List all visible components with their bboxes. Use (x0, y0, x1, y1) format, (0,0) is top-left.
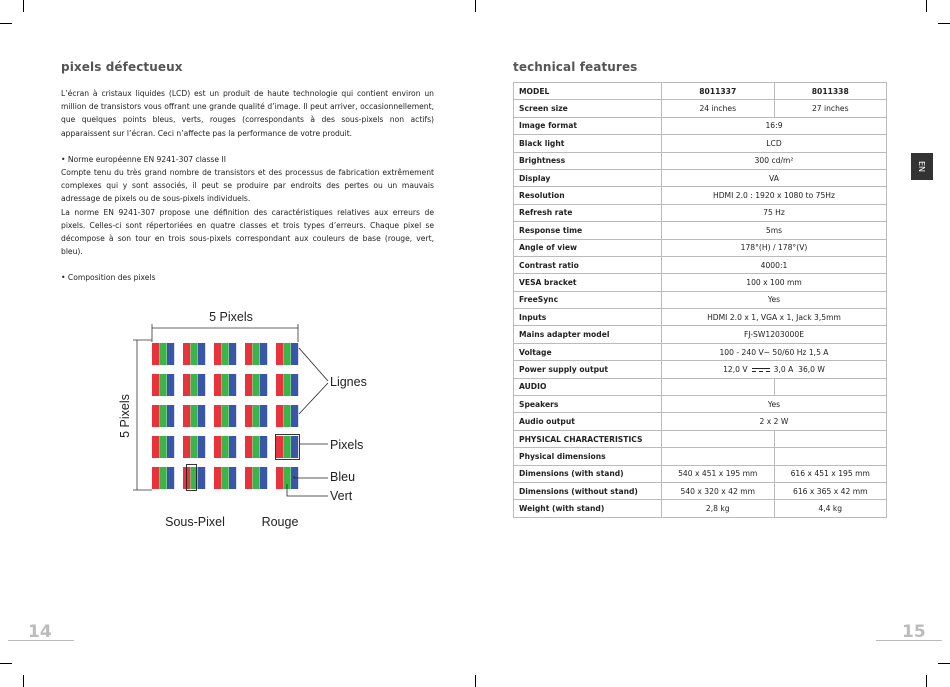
sub-pixel-green (222, 405, 229, 427)
spec-row (514, 274, 887, 291)
sub-pixel-red (183, 436, 190, 458)
sub-pixel-green (284, 374, 291, 396)
spec-row (514, 326, 887, 343)
sub-pixel-red (183, 343, 190, 365)
spec-value-model-2: 8011338 (774, 83, 887, 100)
sub-pixel-green (160, 436, 167, 458)
sub-pixel-blue (198, 405, 205, 427)
label-vert: Vert (330, 489, 353, 503)
pixel (183, 374, 205, 396)
sub-pixel-red (152, 405, 159, 427)
sub-pixel-blue (167, 343, 174, 365)
sub-pixel-red (276, 343, 283, 365)
spec-value: FJ-SW1203000E (662, 326, 887, 343)
spec-value: 178°(H) / 178°(V) (662, 239, 887, 256)
spec-label: Display (514, 169, 662, 186)
pixel (152, 436, 174, 458)
pixel (183, 436, 205, 458)
crop-mark (23, 0, 24, 12)
sub-pixel-blue (167, 405, 174, 427)
sub-pixel-blue (260, 436, 267, 458)
spec-label: Mains adapter model (514, 326, 662, 343)
spec-row (514, 448, 887, 465)
spec-row (514, 413, 887, 430)
sub-pixel-green (284, 436, 291, 458)
sub-pixel-red (214, 343, 221, 365)
crop-mark (0, 663, 12, 664)
pixel (183, 343, 205, 365)
sub-pixel-green (222, 343, 229, 365)
pixel (276, 374, 298, 396)
sub-pixel-blue (229, 374, 236, 396)
sub-pixel-blue (260, 405, 267, 427)
spec-label: Brightness (514, 152, 662, 169)
spec-label: Black light (514, 135, 662, 152)
sub-pixel-blue (260, 343, 267, 365)
language-tab-label: EN (917, 160, 927, 173)
spec-value-col-1 (662, 448, 775, 465)
spec-label: Physical dimensions (514, 448, 662, 465)
left-page-heading: pixels défectueux (61, 60, 183, 74)
sub-pixel-red (245, 343, 252, 365)
sub-pixel-green (191, 374, 198, 396)
sub-pixel-green (222, 467, 229, 489)
spec-label: Inputs (514, 309, 662, 326)
sub-pixel-red (152, 436, 159, 458)
spec-label: Contrast ratio (514, 256, 662, 273)
sub-pixel-blue (291, 405, 298, 427)
pixel (276, 436, 298, 458)
spec-value (662, 361, 887, 378)
spec-value-part: 12,0 V (723, 364, 748, 374)
side-dimension-label: 5 Pixels (118, 394, 132, 438)
spec-value-col-1: 2,8 kg (662, 500, 775, 517)
spec-row (514, 256, 887, 273)
label-rouge: Rouge (261, 515, 299, 529)
spec-value: 5ms (662, 222, 887, 239)
spec-label: Dimensions (with stand) (514, 465, 662, 482)
sub-pixel-red (214, 436, 221, 458)
sub-pixel-red (276, 405, 283, 427)
sub-pixel-red (276, 374, 283, 396)
pixel (214, 374, 236, 396)
left-page-number: 14 (28, 622, 52, 642)
spec-row (514, 83, 887, 100)
right-page-number: 15 (902, 622, 926, 642)
pixel (276, 405, 298, 427)
sub-pixel-green (191, 436, 198, 458)
sub-pixel-green (222, 374, 229, 396)
spec-value-col-2: 4,4 kg (774, 500, 887, 517)
paragraph-norm-definition: La norme EN 9241-307 propose une définition des caractéristiques relatives aux erreurs de pixels. Celles-ci sont répertoriées en quatre classes et trois types d’erreurs. Chaque pixel se décompose à son tour en trois sous-pixels correspondant aux couleurs de base (rouge, vert, bleu). (61, 207, 434, 257)
sub-pixel-blue (260, 374, 267, 396)
spec-label: Refresh rate (514, 204, 662, 221)
spec-label: FreeSync (514, 291, 662, 308)
spec-label: AUDIO (514, 378, 662, 395)
pixel (214, 467, 236, 489)
spec-label: Speakers (514, 396, 662, 413)
spec-row (514, 152, 887, 169)
sub-pixel-blue (167, 467, 174, 489)
spec-label: Image format (514, 117, 662, 134)
spec-row (514, 291, 887, 308)
sub-pixel-red (245, 467, 252, 489)
spec-value: 300 cd/m² (662, 152, 887, 169)
specs-table (513, 82, 887, 518)
spec-value-col-1: 540 x 451 x 195 mm (662, 465, 775, 482)
right-page-heading: technical features (513, 60, 638, 74)
spec-value: VA (662, 169, 887, 186)
sub-pixel-green (160, 374, 167, 396)
spec-row (514, 309, 887, 326)
spec-value: 100 x 100 mm (662, 274, 887, 291)
pixel (214, 405, 236, 427)
sub-pixel-blue (291, 436, 298, 458)
spec-label: PHYSICAL CHARACTERISTICS (514, 430, 662, 447)
crop-mark (475, 0, 476, 12)
top-dimension-label: 5 Pixels (209, 310, 253, 324)
sub-pixel-green (160, 405, 167, 427)
pixel (276, 343, 298, 365)
pixel (245, 405, 267, 427)
lignes-leader-bottom (299, 383, 328, 414)
sub-pixel-red (152, 467, 159, 489)
spec-label: Power supply output (514, 361, 662, 378)
spec-value: LCD (662, 135, 887, 152)
crop-mark (926, 675, 927, 687)
label-pixels: Pixels (330, 438, 364, 452)
sub-pixel-green (284, 405, 291, 427)
spec-value: 100 - 240 V~ 50/60 Hz 1,5 A (662, 343, 887, 360)
pixel (245, 467, 267, 489)
pixel-grid (152, 343, 298, 489)
sub-pixel-blue (198, 374, 205, 396)
spec-value-col-1: 540 x 320 x 42 mm (662, 482, 775, 499)
sub-pixel-green (253, 436, 260, 458)
spec-value-col-1 (662, 430, 775, 447)
spec-value-col-2 (774, 378, 887, 395)
crop-mark (938, 663, 950, 664)
pixel (183, 405, 205, 427)
pixel (152, 467, 174, 489)
spec-label: Resolution (514, 187, 662, 204)
sub-pixel-red (214, 374, 221, 396)
spec-label: Weight (with stand) (514, 500, 662, 517)
sub-pixel-red (276, 467, 283, 489)
paragraph-composition-title: • Composition des pixels (61, 273, 156, 283)
sub-pixel-blue (229, 405, 236, 427)
crop-mark (938, 23, 950, 24)
crop-mark (926, 0, 927, 12)
spec-value-col-2: 616 x 365 x 42 mm (774, 482, 887, 499)
sub-pixel-green (160, 343, 167, 365)
pixel (245, 343, 267, 365)
sub-pixel-blue (167, 436, 174, 458)
spec-value-col-2: 616 x 451 x 195 mm (774, 465, 887, 482)
spec-label: Dimensions (without stand) (514, 482, 662, 499)
spec-row (514, 465, 887, 482)
spec-row (514, 361, 887, 378)
sub-pixel-green (222, 436, 229, 458)
spec-value: Yes (662, 396, 887, 413)
spec-value-col-2 (774, 448, 887, 465)
spec-label: Audio output (514, 413, 662, 430)
sub-pixel-blue (167, 374, 174, 396)
sub-pixel-green (253, 405, 260, 427)
paragraph-norm-body: Compte tenu du très grand nombre de transistors et des processus de fabrication extrêmement complexes qui y sont associés, il peut se produire par endroits des pertes ou un mauvais adressage de pixels ou de sous-pixels individuels. (61, 168, 434, 204)
spec-row (514, 117, 887, 134)
spec-value-col-1 (662, 378, 775, 395)
pixel (152, 374, 174, 396)
pixel (245, 374, 267, 396)
sub-pixel-red (214, 467, 221, 489)
spec-value-model-1: 8011337 (662, 83, 775, 100)
lignes-leader-top (299, 348, 328, 381)
pixel (152, 343, 174, 365)
spec-value-part: 3,0 A 36,0 W (773, 364, 825, 374)
pixel (245, 436, 267, 458)
spec-row (514, 239, 887, 256)
spec-label: Response time (514, 222, 662, 239)
sub-pixel-red (183, 374, 190, 396)
sub-pixel-blue (198, 436, 205, 458)
sub-pixel-red (152, 343, 159, 365)
sub-pixel-red (214, 405, 221, 427)
spec-row (514, 343, 887, 360)
spec-value: HDMI 2.0 : 1920 x 1080 to 75Hz (662, 187, 887, 204)
spec-row (514, 135, 887, 152)
sub-pixel-red (276, 436, 283, 458)
spec-value: 16:9 (662, 117, 887, 134)
spec-value: 4000:1 (662, 256, 887, 273)
label-lignes: Lignes (330, 375, 367, 389)
pixel (214, 343, 236, 365)
paragraph-intro: L’écran à cristaux liquides (LCD) est un produit de haute technologie qui contient environ un million de transistors vous offrant une grande qualité d’image. Il peut arriver, occasionnellement, que quelques points bleus, verts, rouges (correspondants à des sous-pixels non actifs) apparaissent sur l’écran. Ceci n’affecte pas la performance de votre produit. (61, 89, 434, 138)
spec-label: Voltage (514, 343, 662, 360)
spec-value: Yes (662, 291, 887, 308)
sub-pixel-green (253, 467, 260, 489)
pixel-diagram (100, 300, 400, 535)
sub-pixel-blue (229, 467, 236, 489)
spec-row (514, 169, 887, 186)
sub-pixel-blue (291, 374, 298, 396)
sub-pixel-red (152, 374, 159, 396)
sub-pixel-blue (229, 343, 236, 365)
spec-row (514, 482, 887, 499)
spec-row (514, 187, 887, 204)
crop-mark (23, 675, 24, 687)
spec-label: Screen size (514, 100, 662, 117)
spec-row (514, 204, 887, 221)
sub-pixel-blue (229, 436, 236, 458)
spec-row (514, 500, 887, 517)
dc-symbol-icon (751, 367, 771, 373)
spec-row (514, 222, 887, 239)
language-tab (911, 153, 933, 180)
spec-row (514, 100, 887, 117)
spec-value-col-2 (774, 430, 887, 447)
spec-value-col-1: 24 inches (662, 100, 775, 117)
spec-row (514, 396, 887, 413)
sub-pixel-green (284, 343, 291, 365)
label-sous-pixel: Sous-Pixel (165, 515, 225, 529)
sub-pixel-red (245, 374, 252, 396)
sub-pixel-green (253, 374, 260, 396)
sub-pixel-green (253, 343, 260, 365)
spec-label: Angle of view (514, 239, 662, 256)
sub-pixel-blue (291, 343, 298, 365)
spec-label: VESA bracket (514, 274, 662, 291)
sub-pixel-blue (198, 467, 205, 489)
spec-value: 75 Hz (662, 204, 887, 221)
spec-row (514, 430, 887, 447)
pixel (214, 436, 236, 458)
left-page-body (61, 87, 434, 285)
bleu-leader (294, 476, 328, 478)
sub-pixel-red (183, 405, 190, 427)
paragraph-norm-title: • Norme européenne EN 9241-307 classe II (61, 154, 226, 164)
spec-label: MODEL (514, 83, 662, 100)
sub-pixel-green (191, 405, 198, 427)
spec-row (514, 378, 887, 395)
sub-pixel-blue (198, 343, 205, 365)
crop-mark (475, 675, 476, 687)
pixel (152, 405, 174, 427)
sub-pixel-green (191, 343, 198, 365)
sub-pixel-red (245, 405, 252, 427)
sub-pixel-red (245, 436, 252, 458)
sub-pixel-green (160, 467, 167, 489)
spec-value-col-2: 27 inches (774, 100, 887, 117)
label-bleu: Bleu (330, 470, 356, 484)
spec-value: 2 x 2 W (662, 413, 887, 430)
spec-value: HDMI 2.0 x 1, VGA x 1, Jack 3,5mm (662, 309, 887, 326)
sub-pixel-blue (260, 467, 267, 489)
crop-mark (0, 23, 12, 24)
